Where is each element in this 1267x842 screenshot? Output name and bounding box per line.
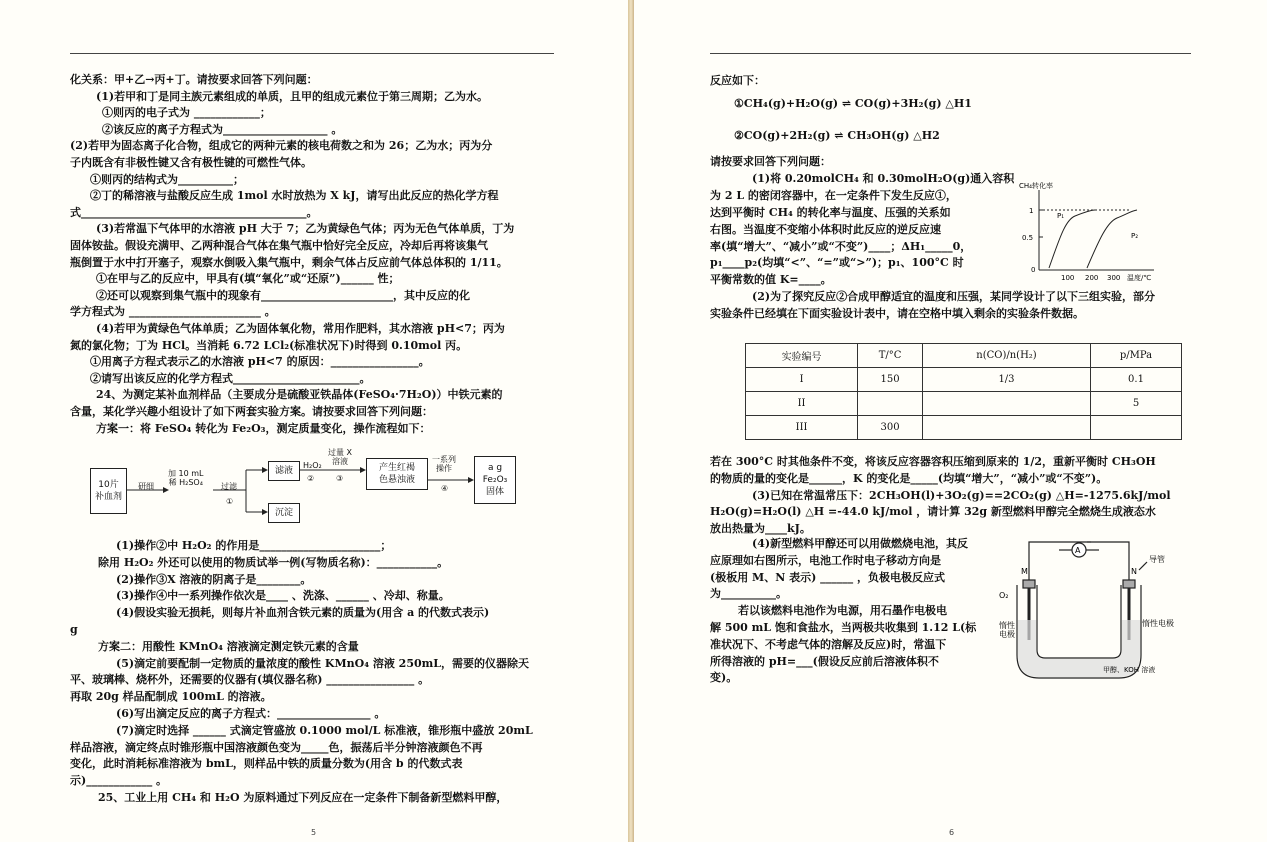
text-line: 氮的氯化物；丁为 HCl。当消耗 6.72 LCl₂(标准状况下)时得到 0.10mol 丙。	[70, 338, 468, 352]
text-line: (4)假设实验无损耗，则每片补血剂含铁元素的质量为(用含 a 的代数式表示)	[116, 606, 490, 620]
text-line: 达到平衡时 CH₄ 的转化率与温度、压强的关系如	[710, 205, 951, 219]
oxygen-label: O₂	[999, 591, 1009, 600]
table-cell[interactable]: 150	[858, 368, 923, 392]
electrode-m-label: M	[1021, 567, 1028, 576]
text-line: (4)若甲为黄绿色气体单质；乙为固体氧化物，常用作肥料，其水溶液 pH<7；丙为	[96, 322, 505, 335]
text-line: (3)已知在常温常压下：2CH₃OH(l)+3O₂(g)==2CO₂(g) △H=-1275.6kJ/mol	[752, 488, 1171, 502]
inert-electrode-right: 惰性电极	[1142, 619, 1174, 628]
flow-circle-3: ③	[336, 474, 344, 483]
text-line: 24、为测定某补血剂样品（主要成分是硫酸亚铁晶体(FeSO₄·7H₂O)）中铁元素的	[96, 388, 503, 402]
graph-y-tick: 0	[1031, 266, 1036, 274]
graph-y-tick: 1	[1029, 207, 1034, 215]
table-cell[interactable]: II	[746, 392, 858, 416]
flow-step-filter: 过滤	[221, 482, 237, 491]
flow-step-grind: 研细	[138, 482, 154, 491]
text-line: (3)操作④中一系列操作依次是____ 、洗涤、______ 、冷却、称量。	[116, 589, 450, 603]
text-line: 子内既含有非极性键又含有极性键的可燃性气体。	[70, 156, 312, 169]
text-line: (1)操作②中 H₂O₂ 的作用是______________________；	[116, 539, 392, 552]
text-line: g	[70, 623, 78, 636]
flow-product-box: a g Fe₂O₃ 固体	[474, 456, 516, 504]
table-header-cell: p/MPa	[1091, 344, 1182, 368]
text-line: ①在甲与乙的反应中，甲具有(填“氧化”或“还原”)______ 性；	[96, 272, 400, 286]
graph-y-tick: 0.5	[1022, 234, 1034, 242]
text-line: (6)写出滴定反应的离子方程式：_________________ 。	[116, 707, 386, 720]
text-line: 准状况下、不考虑气体的溶解及反应)时，常温下	[710, 637, 947, 651]
text-line: (4)新型燃料甲醇还可以用做燃烧电池，其反	[752, 537, 969, 550]
graph-y-title: CH₄转化率	[1019, 182, 1053, 190]
table-cell[interactable]: 5	[1091, 392, 1182, 416]
text-line: 右图。当温度不变缩小体积时此反应的逆反应速	[710, 222, 941, 236]
table-cell[interactable]: III	[746, 416, 858, 440]
header-rule	[70, 53, 554, 54]
flow-filtrate-box: 滤液	[268, 461, 300, 481]
text-line: (3)若常温下气体甲的水溶液 pH 大于 7；乙为黄绿色气体；丙为无色气体单质，丁为	[96, 222, 515, 236]
flow-circle-1: ①	[226, 497, 234, 506]
text-line: 25、工业上用 CH₄ 和 H₂O 为原料通过下列反应在一定条件下制备新型燃料甲醇，	[98, 791, 508, 804]
text-line: (2)为了探究反应②合成甲醇适宜的温度和压强，某同学设计了以下三组实验，部分	[752, 290, 1156, 304]
experiment-table	[745, 343, 1182, 440]
text-line: 含量，某化学兴趣小组设计了如下两套实验方案。请按要求回答下列问题：	[70, 405, 433, 418]
text-line: ②该反应的离子方程式为___________________ 。	[102, 122, 343, 136]
text-line: (1)将 0.20molCH₄ 和 0.30molH₂O(g)通入容积	[752, 171, 1015, 185]
header-rule-right	[710, 53, 1191, 54]
text-line: 式_________________________________________。	[70, 205, 318, 219]
text-line: 为 2 L 的密闭容器中，在一定条件下发生反应①，	[710, 188, 957, 202]
text-line: (极板用 M、N 表示) ______ ，负极电极反应式	[710, 570, 945, 584]
text-line: 率(填“增大”、“减小”或“不变”)____；ΔH₁_____0，	[710, 239, 972, 253]
flow-h2o2: H₂O₂	[303, 461, 322, 470]
page-number-right: 6	[949, 828, 955, 837]
text-line: 平、玻璃棒、烧杯外，还需要的仪器有(填仪器名称) ________________ 。	[70, 673, 430, 687]
table-cell[interactable]: 1/3	[922, 368, 1090, 392]
table-row	[746, 416, 1182, 440]
flow-reagent-x: 过量 X 溶液	[328, 448, 353, 466]
text-line: H₂O(g)=H₂O(l) △H =-44.0 kJ/mol ，请计算 32g 新型燃料甲醇完全燃烧生成液态水	[710, 505, 1156, 519]
equation-2: ②CO(g)+2H₂(g) ⇌ CH₃OH(g) △H2	[734, 129, 940, 142]
text-line: 若在 300°C 时其他条件不变，将该反应容器容积压缩到原来的 1/2，重新平衡时 CH₃OH	[710, 455, 1156, 468]
text-line: ②还可以观察到集气瓶中的现象有________________________，其中反应的化	[96, 288, 470, 302]
text-line: 实验条件已经填在下面实验设计表中，请在空格中填入剩余的实验条件数据。	[710, 307, 1084, 321]
fuel-cell-diagram	[999, 540, 1174, 685]
curve-label-p2: P₂	[1131, 232, 1139, 240]
text-line: 若以该燃料电池作为电源，用石墨作电极电	[738, 604, 947, 618]
text-line: 再取 20g 样品配制成 100mL 的溶液。	[70, 690, 272, 704]
page-number-left: 5	[311, 828, 317, 837]
text-line: 变)。	[710, 671, 738, 685]
flow-circle-2: ②	[307, 474, 315, 483]
text-line: 变化，此时消耗标准溶液为 bmL，则样品中铁的质量分数为(用含 b 的代数式表	[70, 757, 463, 771]
table-cell[interactable]	[922, 416, 1090, 440]
table-header-cell: n(CO)/n(H₂)	[922, 344, 1090, 368]
table-header-cell: T/°C	[858, 344, 923, 368]
graph-x-tick: 200	[1085, 274, 1099, 282]
table-cell[interactable]	[922, 392, 1090, 416]
text-line: 瓶倒置于水中打开塞子，观察水倒吸入集气瓶中，剩余气体占反应前气体总体积的 1/11。	[70, 255, 508, 269]
text-line: 除用 H₂O₂ 外还可以使用的物质试举一例(写物质名称)：___________。	[98, 555, 449, 569]
tube-label: 导管	[1149, 555, 1165, 564]
text-line: 固体铵盐。假设充满甲、乙两种混合气体在集气瓶中恰好完全反应，冷却后再将该集气	[70, 239, 488, 252]
text-line: (7)滴定时选择 ______ 式滴定管盛放 0.1000 mol/L 标准液，锥形瓶中盛放 20mL	[116, 723, 533, 737]
page-right	[634, 0, 1267, 842]
text-line: 的物质的量的变化是______，K 的变化是_____(均填“增大”，“减小”或“不变”)。	[710, 471, 1108, 485]
table-cell[interactable]	[858, 392, 923, 416]
text-line: 为__________。	[710, 587, 787, 601]
text-line: 放出热量为____kJ。	[710, 522, 811, 536]
reaction-intro: 反应如下：	[710, 74, 765, 87]
table-row	[746, 368, 1182, 392]
text-line: ①则丙的结构式为__________；	[90, 172, 244, 186]
flow-precipitate-box: 沉淀	[268, 503, 300, 523]
text-line: 方案二：用酸性 KMnO₄ 溶液滴定测定铁元素的含量	[98, 639, 359, 653]
text-line: 解 500 mL 饱和食盐水，当两极共收集到 1.12 L(标	[710, 621, 977, 634]
text-line: 示)____________ 。	[70, 774, 168, 788]
text-line: 平衡常数的值 K=____。	[710, 273, 832, 287]
graph-x-title: 温度/℃	[1127, 274, 1152, 282]
flow-series-ops: 一系列 操作	[432, 455, 456, 473]
graph-x-tick: 100	[1061, 274, 1075, 282]
flow-step-acid: 加 10 mL 稀 H₂SO₄	[168, 469, 204, 487]
text-line: (1)若甲和丁是同主族元素组成的单质，且甲的组成元素位于第三周期；乙为水。	[96, 89, 489, 103]
text-line: ①用离子方程式表示乙的水溶液 pH<7 的原因：________________。	[90, 355, 430, 369]
flow-suspension-box: 产生红褐 色悬浊液	[366, 458, 428, 490]
table-header-cell: 实验编号	[746, 344, 858, 368]
graph-x-tick: 300	[1107, 274, 1121, 282]
table-cell[interactable]: I	[746, 368, 858, 392]
table-row	[746, 392, 1182, 416]
text-line: p₁____p₂(均填“<”、“=”或“>”)；p₁、100°C 时	[710, 256, 964, 270]
text-line: 化关系：甲+乙→丙+丁。请按要求回答下列问题：	[70, 73, 318, 86]
table-cell[interactable]: 0.1	[1091, 368, 1182, 392]
text-line: 请按要求回答下列问题：	[710, 155, 831, 168]
electrode-n-label: N	[1131, 567, 1137, 576]
curve-label-p1: P₁	[1057, 212, 1065, 220]
table-cell[interactable]: 300	[858, 416, 923, 440]
inert-electrode-left: 惰性电极	[999, 621, 1015, 639]
text-line: (2)若甲为固态离子化合物，组成它的两种元素的核电荷数之和为 26；乙为水；丙为分	[70, 139, 493, 153]
text-line: ②请写出该反应的化学方程式_______________________。	[90, 371, 371, 385]
text-line: 样品溶液，滴定终点时锥形瓶中国溶液颜色变为_____色，振荡后半分钟溶液颜色不再	[70, 740, 483, 754]
ammeter-label: A	[1075, 546, 1081, 555]
table-cell[interactable]	[1091, 416, 1182, 440]
text-line: 学方程式为 ________________________ 。	[70, 305, 276, 319]
equation-1: ①CH₄(g)+H₂O(g) ⇌ CO(g)+3H₂(g) △H1	[734, 97, 972, 110]
text-line: ①则丙的电子式为 ____________；	[102, 106, 271, 120]
ch4-conversion-graph	[1019, 180, 1159, 288]
flow-start-box: 10片 补血剂	[90, 468, 127, 514]
text-line: 方案一：将 FeSO₄ 转化为 Fe₂O₃，测定质量变化，操作流程如下：	[96, 421, 431, 435]
flow-circle-4: ④	[441, 484, 449, 493]
text-line: 应原理如右图所示，电池工作时电子移动方向是	[710, 553, 941, 567]
text-line: (2)操作③X 溶液的阴离子是________。	[116, 572, 312, 586]
page-left	[0, 0, 628, 842]
text-line: ②丁的稀溶液与盐酸反应生成 1mol 水时放热为 X kJ，请写出此反应的热化学方程	[90, 189, 499, 203]
text-line: (5)滴定前要配制一定物质的量浓度的酸性 KMnO₄ 溶液 250mL，需要的仪器除天	[116, 656, 530, 670]
text-line: 所得溶液的 pH=___(假设反应前后溶液体积不	[710, 654, 939, 668]
electrolyte-label: 甲醇、KOH 溶液	[1103, 666, 1156, 674]
